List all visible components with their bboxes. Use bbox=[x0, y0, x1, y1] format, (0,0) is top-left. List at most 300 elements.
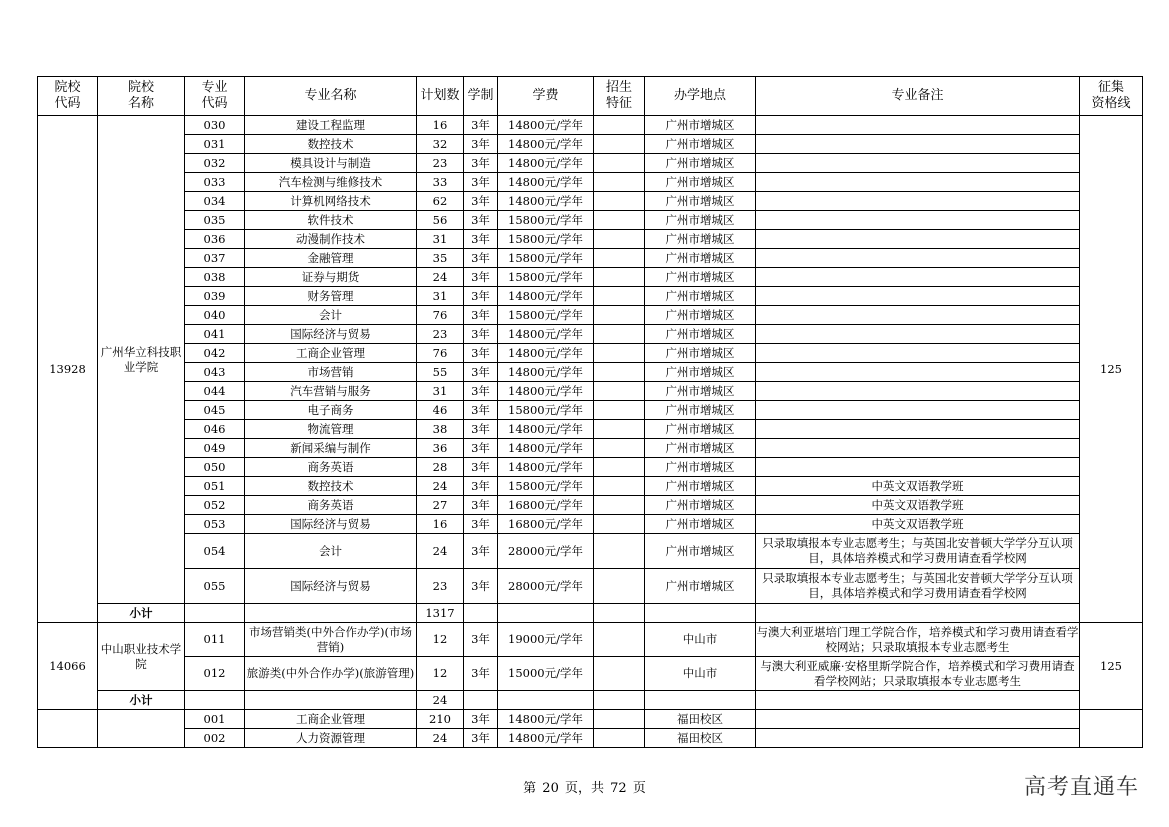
duration-cell: 3年 bbox=[464, 325, 498, 344]
remark-cell bbox=[756, 268, 1080, 287]
subtotal-empty bbox=[498, 604, 594, 623]
major-name-cell: 证券与期货 bbox=[245, 268, 417, 287]
major-name-cell: 市场营销 bbox=[245, 363, 417, 382]
subtotal-empty bbox=[756, 691, 1080, 710]
major-name-cell: 汽车营销与服务 bbox=[245, 382, 417, 401]
plan-cell: 23 bbox=[417, 569, 464, 604]
location-cell: 广州市增城区 bbox=[645, 401, 756, 420]
major-code-cell: 055 bbox=[185, 569, 245, 604]
feature-cell bbox=[594, 344, 645, 363]
header-duration: 学制 bbox=[464, 77, 498, 116]
table-row bbox=[38, 211, 1143, 230]
feature-cell bbox=[594, 211, 645, 230]
duration-cell: 3年 bbox=[464, 710, 498, 729]
major-name-cell: 旅游类(中外合作办学)(旅游管理) bbox=[245, 657, 417, 691]
subtotal-label: 小计 bbox=[98, 604, 185, 623]
location-cell: 广州市增城区 bbox=[645, 173, 756, 192]
institution-code-cell bbox=[38, 710, 98, 748]
major-name-cell: 人力资源管理 bbox=[245, 729, 417, 748]
major-code-cell: 012 bbox=[185, 657, 245, 691]
tuition-cell: 14800元/学年 bbox=[498, 382, 594, 401]
tuition-cell: 14800元/学年 bbox=[498, 116, 594, 135]
subtotal-empty bbox=[645, 604, 756, 623]
table-row bbox=[38, 154, 1143, 173]
plan-cell: 62 bbox=[417, 192, 464, 211]
major-code-cell: 030 bbox=[185, 116, 245, 135]
footer-page: 20 bbox=[542, 781, 559, 796]
table-row bbox=[38, 116, 1143, 135]
tuition-cell: 14800元/学年 bbox=[498, 729, 594, 748]
plan-cell: 16 bbox=[417, 116, 464, 135]
feature-cell bbox=[594, 623, 645, 657]
watermark-logo: 高考直通车 bbox=[1023, 775, 1139, 800]
page-footer bbox=[0, 777, 1169, 796]
remark-cell bbox=[756, 458, 1080, 477]
plan-cell: 31 bbox=[417, 230, 464, 249]
remark-cell: 与澳大利亚威廉·安格里斯学院合作，培养模式和学习费用请查看学校网站；只录取填报本专业志愿考生 bbox=[756, 657, 1080, 691]
major-code-cell: 050 bbox=[185, 458, 245, 477]
plan-cell: 76 bbox=[417, 344, 464, 363]
header-remark: 专业备注 bbox=[756, 77, 1080, 116]
major-name-cell: 工商企业管理 bbox=[245, 344, 417, 363]
footer-suffix: 页 bbox=[632, 781, 646, 796]
location-cell: 广州市增城区 bbox=[645, 515, 756, 534]
location-cell: 广州市增城区 bbox=[645, 382, 756, 401]
plan-cell: 24 bbox=[417, 477, 464, 496]
remark-cell: 与澳大利亚堪培门理工学院合作，培养模式和学习费用请查看学校网站；只录取填报本专业志愿考生 bbox=[756, 623, 1080, 657]
duration-cell: 3年 bbox=[464, 116, 498, 135]
footer-mid: 页，共 bbox=[564, 781, 604, 796]
major-name-cell: 国际经济与贸易 bbox=[245, 515, 417, 534]
duration-cell: 3年 bbox=[464, 623, 498, 657]
plan-cell: 24 bbox=[417, 534, 464, 569]
major-name-cell: 商务英语 bbox=[245, 458, 417, 477]
major-code-cell: 037 bbox=[185, 249, 245, 268]
major-name-cell: 财务管理 bbox=[245, 287, 417, 306]
table-row bbox=[38, 623, 1143, 657]
major-code-cell: 042 bbox=[185, 344, 245, 363]
duration-cell: 3年 bbox=[464, 135, 498, 154]
tuition-cell: 15000元/学年 bbox=[498, 657, 594, 691]
table-row bbox=[38, 401, 1143, 420]
header-plan: 计划数 bbox=[417, 77, 464, 116]
institution-name-cell: 中山职业技术学院 bbox=[98, 623, 185, 691]
tuition-cell: 14800元/学年 bbox=[498, 154, 594, 173]
remark-cell bbox=[756, 230, 1080, 249]
major-code-cell: 054 bbox=[185, 534, 245, 569]
tuition-cell: 14800元/学年 bbox=[498, 287, 594, 306]
location-cell: 广州市增城区 bbox=[645, 534, 756, 569]
feature-cell bbox=[594, 287, 645, 306]
feature-cell bbox=[594, 420, 645, 439]
footer-prefix: 第 bbox=[523, 781, 537, 796]
header-inst-name: 院校 名称 bbox=[98, 77, 185, 116]
major-code-cell: 041 bbox=[185, 325, 245, 344]
feature-cell bbox=[594, 173, 645, 192]
table-row bbox=[38, 729, 1143, 748]
feature-cell bbox=[594, 135, 645, 154]
subtotal-empty bbox=[245, 604, 417, 623]
table-row bbox=[38, 382, 1143, 401]
subtotal-value: 1317 bbox=[417, 604, 464, 623]
major-name-cell: 动漫制作技术 bbox=[245, 230, 417, 249]
major-name-cell: 模具设计与制造 bbox=[245, 154, 417, 173]
major-name-cell: 汽车检测与维修技术 bbox=[245, 173, 417, 192]
location-cell: 广州市增城区 bbox=[645, 154, 756, 173]
duration-cell: 3年 bbox=[464, 515, 498, 534]
tuition-cell: 16800元/学年 bbox=[498, 496, 594, 515]
remark-cell bbox=[756, 116, 1080, 135]
location-cell: 广州市增城区 bbox=[645, 344, 756, 363]
major-code-cell: 045 bbox=[185, 401, 245, 420]
subtotal-empty bbox=[185, 691, 245, 710]
duration-cell: 3年 bbox=[464, 729, 498, 748]
tuition-cell: 14800元/学年 bbox=[498, 458, 594, 477]
table-body bbox=[38, 116, 1143, 748]
table-row bbox=[38, 135, 1143, 154]
table-row bbox=[38, 496, 1143, 515]
major-code-cell: 031 bbox=[185, 135, 245, 154]
tuition-cell: 15800元/学年 bbox=[498, 230, 594, 249]
remark-cell: 中英文双语教学班 bbox=[756, 496, 1080, 515]
location-cell: 广州市增城区 bbox=[645, 249, 756, 268]
header-row bbox=[38, 77, 1143, 116]
major-name-cell: 电子商务 bbox=[245, 401, 417, 420]
table-row bbox=[38, 477, 1143, 496]
major-name-cell: 会计 bbox=[245, 306, 417, 325]
duration-cell: 3年 bbox=[464, 211, 498, 230]
feature-cell bbox=[594, 268, 645, 287]
location-cell: 广州市增城区 bbox=[645, 211, 756, 230]
major-code-cell: 051 bbox=[185, 477, 245, 496]
plan-cell: 33 bbox=[417, 173, 464, 192]
duration-cell: 3年 bbox=[464, 268, 498, 287]
remark-cell bbox=[756, 382, 1080, 401]
major-code-cell: 049 bbox=[185, 439, 245, 458]
location-cell: 广州市增城区 bbox=[645, 268, 756, 287]
location-cell: 广州市增城区 bbox=[645, 420, 756, 439]
subtotal-value: 24 bbox=[417, 691, 464, 710]
feature-cell bbox=[594, 657, 645, 691]
table-row bbox=[38, 569, 1143, 604]
header-major-name: 专业名称 bbox=[245, 77, 417, 116]
header-feature: 招生 特征 bbox=[594, 77, 645, 116]
major-name-cell: 新闻采编与制作 bbox=[245, 439, 417, 458]
table-row bbox=[38, 325, 1143, 344]
tuition-cell: 14800元/学年 bbox=[498, 135, 594, 154]
plan-cell: 24 bbox=[417, 729, 464, 748]
duration-cell: 3年 bbox=[464, 344, 498, 363]
plan-cell: 24 bbox=[417, 268, 464, 287]
plan-cell: 46 bbox=[417, 401, 464, 420]
remark-cell bbox=[756, 306, 1080, 325]
duration-cell: 3年 bbox=[464, 363, 498, 382]
remark-cell bbox=[756, 710, 1080, 729]
major-name-cell: 金融管理 bbox=[245, 249, 417, 268]
major-code-cell: 040 bbox=[185, 306, 245, 325]
header-tuition: 学费 bbox=[498, 77, 594, 116]
plan-cell: 16 bbox=[417, 515, 464, 534]
tuition-cell: 14800元/学年 bbox=[498, 325, 594, 344]
duration-cell: 3年 bbox=[464, 249, 498, 268]
major-code-cell: 046 bbox=[185, 420, 245, 439]
feature-cell bbox=[594, 363, 645, 382]
plan-cell: 35 bbox=[417, 249, 464, 268]
duration-cell: 3年 bbox=[464, 420, 498, 439]
footer-total: 72 bbox=[610, 781, 627, 796]
tuition-cell: 28000元/学年 bbox=[498, 534, 594, 569]
location-cell: 福田校区 bbox=[645, 729, 756, 748]
major-code-cell: 033 bbox=[185, 173, 245, 192]
feature-cell bbox=[594, 477, 645, 496]
cutoff-cell bbox=[1080, 710, 1143, 748]
remark-cell bbox=[756, 729, 1080, 748]
feature-cell bbox=[594, 154, 645, 173]
feature-cell bbox=[594, 458, 645, 477]
remark-cell bbox=[756, 192, 1080, 211]
institution-name-cell: 广州华立科技职业学院 bbox=[98, 116, 185, 604]
remark-cell bbox=[756, 439, 1080, 458]
header-inst-code: 院校 代码 bbox=[38, 77, 98, 116]
enrollment-table bbox=[37, 76, 1143, 748]
feature-cell bbox=[594, 306, 645, 325]
plan-cell: 210 bbox=[417, 710, 464, 729]
plan-cell: 56 bbox=[417, 211, 464, 230]
tuition-cell: 15800元/学年 bbox=[498, 211, 594, 230]
tuition-cell: 14800元/学年 bbox=[498, 173, 594, 192]
duration-cell: 3年 bbox=[464, 287, 498, 306]
table-row bbox=[38, 344, 1143, 363]
institution-name-cell bbox=[98, 710, 185, 748]
duration-cell: 3年 bbox=[464, 496, 498, 515]
remark-cell bbox=[756, 420, 1080, 439]
plan-cell: 27 bbox=[417, 496, 464, 515]
table-row bbox=[38, 287, 1143, 306]
remark-cell bbox=[756, 135, 1080, 154]
major-code-cell: 032 bbox=[185, 154, 245, 173]
plan-cell: 76 bbox=[417, 306, 464, 325]
remark-cell bbox=[756, 287, 1080, 306]
major-code-cell: 038 bbox=[185, 268, 245, 287]
location-cell: 广州市增城区 bbox=[645, 363, 756, 382]
table-row bbox=[38, 268, 1143, 287]
tuition-cell: 16800元/学年 bbox=[498, 515, 594, 534]
major-code-cell: 044 bbox=[185, 382, 245, 401]
major-name-cell: 软件技术 bbox=[245, 211, 417, 230]
tuition-cell: 15800元/学年 bbox=[498, 268, 594, 287]
remark-cell bbox=[756, 344, 1080, 363]
duration-cell: 3年 bbox=[464, 173, 498, 192]
feature-cell bbox=[594, 496, 645, 515]
major-code-cell: 011 bbox=[185, 623, 245, 657]
location-cell: 中山市 bbox=[645, 623, 756, 657]
major-name-cell: 工商企业管理 bbox=[245, 710, 417, 729]
table-row bbox=[38, 515, 1143, 534]
institution-code-cell: 14066 bbox=[38, 623, 98, 710]
table-row bbox=[38, 534, 1143, 569]
table-row bbox=[38, 657, 1143, 691]
remark-cell bbox=[756, 401, 1080, 420]
location-cell: 中山市 bbox=[645, 657, 756, 691]
plan-cell: 31 bbox=[417, 382, 464, 401]
feature-cell bbox=[594, 439, 645, 458]
location-cell: 广州市增城区 bbox=[645, 569, 756, 604]
plan-cell: 36 bbox=[417, 439, 464, 458]
feature-cell bbox=[594, 230, 645, 249]
duration-cell: 3年 bbox=[464, 401, 498, 420]
feature-cell bbox=[594, 192, 645, 211]
major-code-cell: 053 bbox=[185, 515, 245, 534]
duration-cell: 3年 bbox=[464, 439, 498, 458]
major-code-cell: 002 bbox=[185, 729, 245, 748]
header-location: 办学地点 bbox=[645, 77, 756, 116]
duration-cell: 3年 bbox=[464, 458, 498, 477]
major-name-cell: 国际经济与贸易 bbox=[245, 325, 417, 344]
location-cell: 广州市增城区 bbox=[645, 496, 756, 515]
subtotal-empty bbox=[498, 691, 594, 710]
location-cell: 广州市增城区 bbox=[645, 192, 756, 211]
location-cell: 广州市增城区 bbox=[645, 325, 756, 344]
remark-cell bbox=[756, 363, 1080, 382]
major-name-cell: 建设工程监理 bbox=[245, 116, 417, 135]
plan-cell: 12 bbox=[417, 657, 464, 691]
major-name-cell: 物流管理 bbox=[245, 420, 417, 439]
major-code-cell: 043 bbox=[185, 363, 245, 382]
feature-cell bbox=[594, 116, 645, 135]
plan-cell: 28 bbox=[417, 458, 464, 477]
feature-cell bbox=[594, 325, 645, 344]
duration-cell: 3年 bbox=[464, 154, 498, 173]
duration-cell: 3年 bbox=[464, 382, 498, 401]
major-name-cell: 计算机网络技术 bbox=[245, 192, 417, 211]
remark-cell bbox=[756, 173, 1080, 192]
major-name-cell: 数控技术 bbox=[245, 135, 417, 154]
table-row bbox=[38, 420, 1143, 439]
subtotal-empty bbox=[245, 691, 417, 710]
plan-cell: 55 bbox=[417, 363, 464, 382]
subtotal-row bbox=[38, 691, 1143, 710]
major-code-cell: 039 bbox=[185, 287, 245, 306]
table-row bbox=[38, 173, 1143, 192]
major-code-cell: 035 bbox=[185, 211, 245, 230]
major-code-cell: 052 bbox=[185, 496, 245, 515]
location-cell: 广州市增城区 bbox=[645, 306, 756, 325]
feature-cell bbox=[594, 249, 645, 268]
remark-cell bbox=[756, 154, 1080, 173]
cutoff-cell: 125 bbox=[1080, 116, 1143, 623]
location-cell: 广州市增城区 bbox=[645, 287, 756, 306]
major-name-cell: 商务英语 bbox=[245, 496, 417, 515]
header-major-code: 专业 代码 bbox=[185, 77, 245, 116]
table-row bbox=[38, 710, 1143, 729]
major-code-cell: 036 bbox=[185, 230, 245, 249]
feature-cell bbox=[594, 729, 645, 748]
table-row bbox=[38, 249, 1143, 268]
plan-cell: 23 bbox=[417, 154, 464, 173]
cutoff-cell: 125 bbox=[1080, 623, 1143, 710]
tuition-cell: 15800元/学年 bbox=[498, 249, 594, 268]
subtotal-label: 小计 bbox=[98, 691, 185, 710]
table-row bbox=[38, 306, 1143, 325]
location-cell: 广州市增城区 bbox=[645, 458, 756, 477]
duration-cell: 3年 bbox=[464, 569, 498, 604]
tuition-cell: 14800元/学年 bbox=[498, 363, 594, 382]
remark-cell: 中英文双语教学班 bbox=[756, 477, 1080, 496]
tuition-cell: 14800元/学年 bbox=[498, 439, 594, 458]
duration-cell: 3年 bbox=[464, 534, 498, 569]
institution-code-cell: 13928 bbox=[38, 116, 98, 623]
subtotal-empty bbox=[756, 604, 1080, 623]
plan-cell: 32 bbox=[417, 135, 464, 154]
location-cell: 广州市增城区 bbox=[645, 230, 756, 249]
remark-cell: 只录取填报本专业志愿考生；与英国北安普顿大学学分互认项目，具体培养模式和学习费用请查看学校网 bbox=[756, 569, 1080, 604]
subtotal-empty bbox=[464, 691, 498, 710]
major-name-cell: 市场营销类(中外合作办学)(市场营销) bbox=[245, 623, 417, 657]
major-name-cell: 数控技术 bbox=[245, 477, 417, 496]
remark-cell: 中英文双语教学班 bbox=[756, 515, 1080, 534]
subtotal-row bbox=[38, 604, 1143, 623]
tuition-cell: 15800元/学年 bbox=[498, 306, 594, 325]
tuition-cell: 19000元/学年 bbox=[498, 623, 594, 657]
plan-cell: 12 bbox=[417, 623, 464, 657]
subtotal-empty bbox=[185, 604, 245, 623]
subtotal-empty bbox=[594, 604, 645, 623]
plan-cell: 23 bbox=[417, 325, 464, 344]
location-cell: 广州市增城区 bbox=[645, 477, 756, 496]
tuition-cell: 14800元/学年 bbox=[498, 420, 594, 439]
duration-cell: 3年 bbox=[464, 306, 498, 325]
plan-cell: 31 bbox=[417, 287, 464, 306]
major-code-cell: 034 bbox=[185, 192, 245, 211]
feature-cell bbox=[594, 515, 645, 534]
major-code-cell: 001 bbox=[185, 710, 245, 729]
tuition-cell: 14800元/学年 bbox=[498, 192, 594, 211]
duration-cell: 3年 bbox=[464, 657, 498, 691]
location-cell: 广州市增城区 bbox=[645, 439, 756, 458]
tuition-cell: 15800元/学年 bbox=[498, 477, 594, 496]
duration-cell: 3年 bbox=[464, 192, 498, 211]
remark-cell bbox=[756, 325, 1080, 344]
major-name-cell: 会计 bbox=[245, 534, 417, 569]
header-cutoff: 征集 资格线 bbox=[1080, 77, 1143, 116]
remark-cell: 只录取填报本专业志愿考生；与英国北安普顿大学学分互认项目，具体培养模式和学习费用请查看学校网 bbox=[756, 534, 1080, 569]
location-cell: 广州市增城区 bbox=[645, 135, 756, 154]
subtotal-empty bbox=[594, 691, 645, 710]
subtotal-empty bbox=[645, 691, 756, 710]
tuition-cell: 28000元/学年 bbox=[498, 569, 594, 604]
duration-cell: 3年 bbox=[464, 477, 498, 496]
table-row bbox=[38, 230, 1143, 249]
feature-cell bbox=[594, 569, 645, 604]
remark-cell bbox=[756, 211, 1080, 230]
tuition-cell: 14800元/学年 bbox=[498, 344, 594, 363]
feature-cell bbox=[594, 382, 645, 401]
location-cell: 福田校区 bbox=[645, 710, 756, 729]
major-name-cell: 国际经济与贸易 bbox=[245, 569, 417, 604]
table-row bbox=[38, 439, 1143, 458]
duration-cell: 3年 bbox=[464, 230, 498, 249]
remark-cell bbox=[756, 249, 1080, 268]
feature-cell bbox=[594, 401, 645, 420]
table-row bbox=[38, 458, 1143, 477]
plan-cell: 38 bbox=[417, 420, 464, 439]
table-row bbox=[38, 363, 1143, 382]
tuition-cell: 14800元/学年 bbox=[498, 710, 594, 729]
table-row bbox=[38, 192, 1143, 211]
location-cell: 广州市增城区 bbox=[645, 116, 756, 135]
subtotal-empty bbox=[464, 604, 498, 623]
feature-cell bbox=[594, 710, 645, 729]
